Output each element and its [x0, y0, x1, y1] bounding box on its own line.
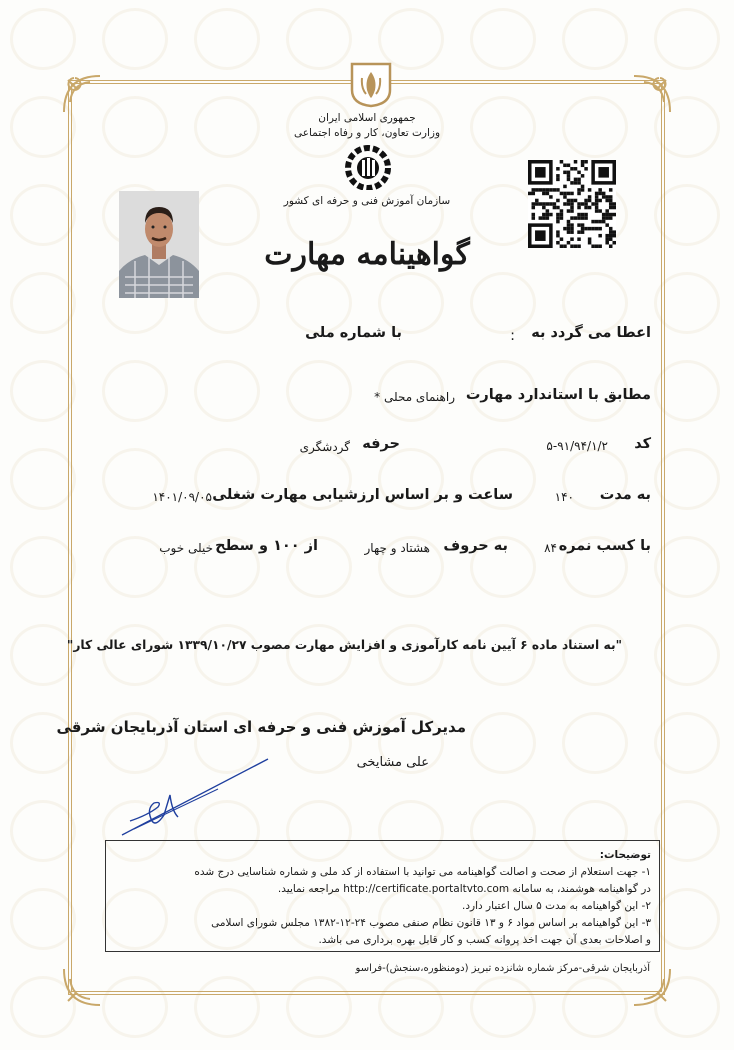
- watermark-logo-icon: [10, 8, 76, 70]
- gov-line-2: وزارت تعاون، کار و رفاه اجتماعی: [293, 127, 441, 139]
- watermark-logo-icon: [10, 448, 76, 510]
- duration-label: به مدت: [599, 487, 651, 503]
- signatory-name: علی مشایخی: [356, 755, 429, 770]
- article-statement: "به استناد ماده ۶ آیین نامه کارآموزی و افزایش مهارت مصوب ۱۳۳۹/۱۰/۲۷ شورای عالی کار": [66, 638, 622, 652]
- trade-value: گردشگری: [299, 440, 350, 454]
- level-value: خیلی خوب: [159, 541, 213, 555]
- corner-ornament-icon: [630, 72, 674, 116]
- watermark-logo-icon: [654, 8, 720, 70]
- score-value: ۸۴: [544, 541, 557, 555]
- watermark-logo-icon: [286, 8, 352, 70]
- trade-label: حرفه: [362, 436, 400, 452]
- watermark-logo-icon: [194, 8, 260, 70]
- gov-line-1: جمهوری اسلامی ایران: [318, 112, 416, 124]
- qr-code-icon: [528, 160, 616, 248]
- in-words-value: هشتاد و چهار: [364, 541, 430, 555]
- watermark-logo-icon: [102, 8, 168, 70]
- iran-emblem-icon: [348, 60, 394, 108]
- code-value: ۵-۹۱/۹۴/۱/۲: [546, 439, 608, 453]
- note-line: ۲- این گواهینامه به مدت ۵ سال اعتبار دارد.: [462, 900, 651, 912]
- tvto-logo-icon: [341, 144, 395, 190]
- standard-label: مطابق با استاندارد مهارت: [465, 387, 651, 403]
- notes-heading: توضیحات:: [599, 849, 651, 861]
- national-id-label: با شماره ملی: [305, 325, 402, 341]
- awarded-to-label: اعطا می گردد به: [531, 325, 651, 341]
- note-line: ۳- این گواهینامه بر اساس مواد ۶ و ۱۳ قانون نظام صنفی مصوب ۲۴-۱۲-۱۳۸۲ مجلس شورای اسلامی: [211, 917, 651, 929]
- watermark-logo-icon: [10, 272, 76, 334]
- duration-value: ۱۴۰: [554, 490, 574, 504]
- scale-label: از ۱۰۰ و سطح: [215, 538, 318, 554]
- note-line: در گواهینامه هوشمند، به سامانه http://certificate.portaltvto.com مراجعه نمایید.: [277, 883, 651, 895]
- signatory-title: مدیرکل آموزش فنی و حرفه ای استان آذربایجان شرقی: [56, 718, 466, 736]
- signature-mark: [118, 755, 274, 839]
- date-value: ۱۴۰۱/۰۹/۰۵: [152, 490, 212, 504]
- score-label: با کسب نمره: [558, 538, 651, 554]
- code-label: کد: [634, 436, 651, 452]
- organization-name: سازمان آموزش فنی و حرفه ای کشور: [283, 195, 451, 207]
- watermark-logo-icon: [10, 888, 76, 950]
- hours-label: ساعت و بر اساس ارزشیابی مهارت شغلی: [212, 487, 513, 503]
- watermark-logo-icon: [10, 624, 76, 686]
- watermark-logo-icon: [470, 8, 536, 70]
- note-line: و اصلاحات بعدی آن جهت اخذ پروانه کسب و کار قابل بهره برداری می باشد.: [318, 934, 651, 946]
- standard-value: راهنمای محلی *: [374, 390, 455, 404]
- watermark-logo-icon: [10, 360, 76, 422]
- certificate-title: گواهینامه مهارت: [264, 237, 470, 272]
- watermark-logo-icon: [10, 536, 76, 598]
- watermark-logo-icon: [562, 8, 628, 70]
- awarded-to-colon: :: [510, 328, 515, 344]
- in-words-label: به حروف: [443, 538, 508, 554]
- note-line: ۱- جهت استعلام از صحت و اصالت گواهینامه می توانید با استفاده از کد ملی و شماره شناسایی درج شده: [194, 866, 651, 878]
- footer-center-info: آذربایجان شرقی-مرکز شماره شانزده تبریز (دومنظوره،سنجش)-فراسو: [355, 963, 650, 974]
- notes-box: [105, 840, 660, 952]
- watermark-logo-icon: [10, 800, 76, 862]
- corner-ornament-icon: [60, 72, 104, 116]
